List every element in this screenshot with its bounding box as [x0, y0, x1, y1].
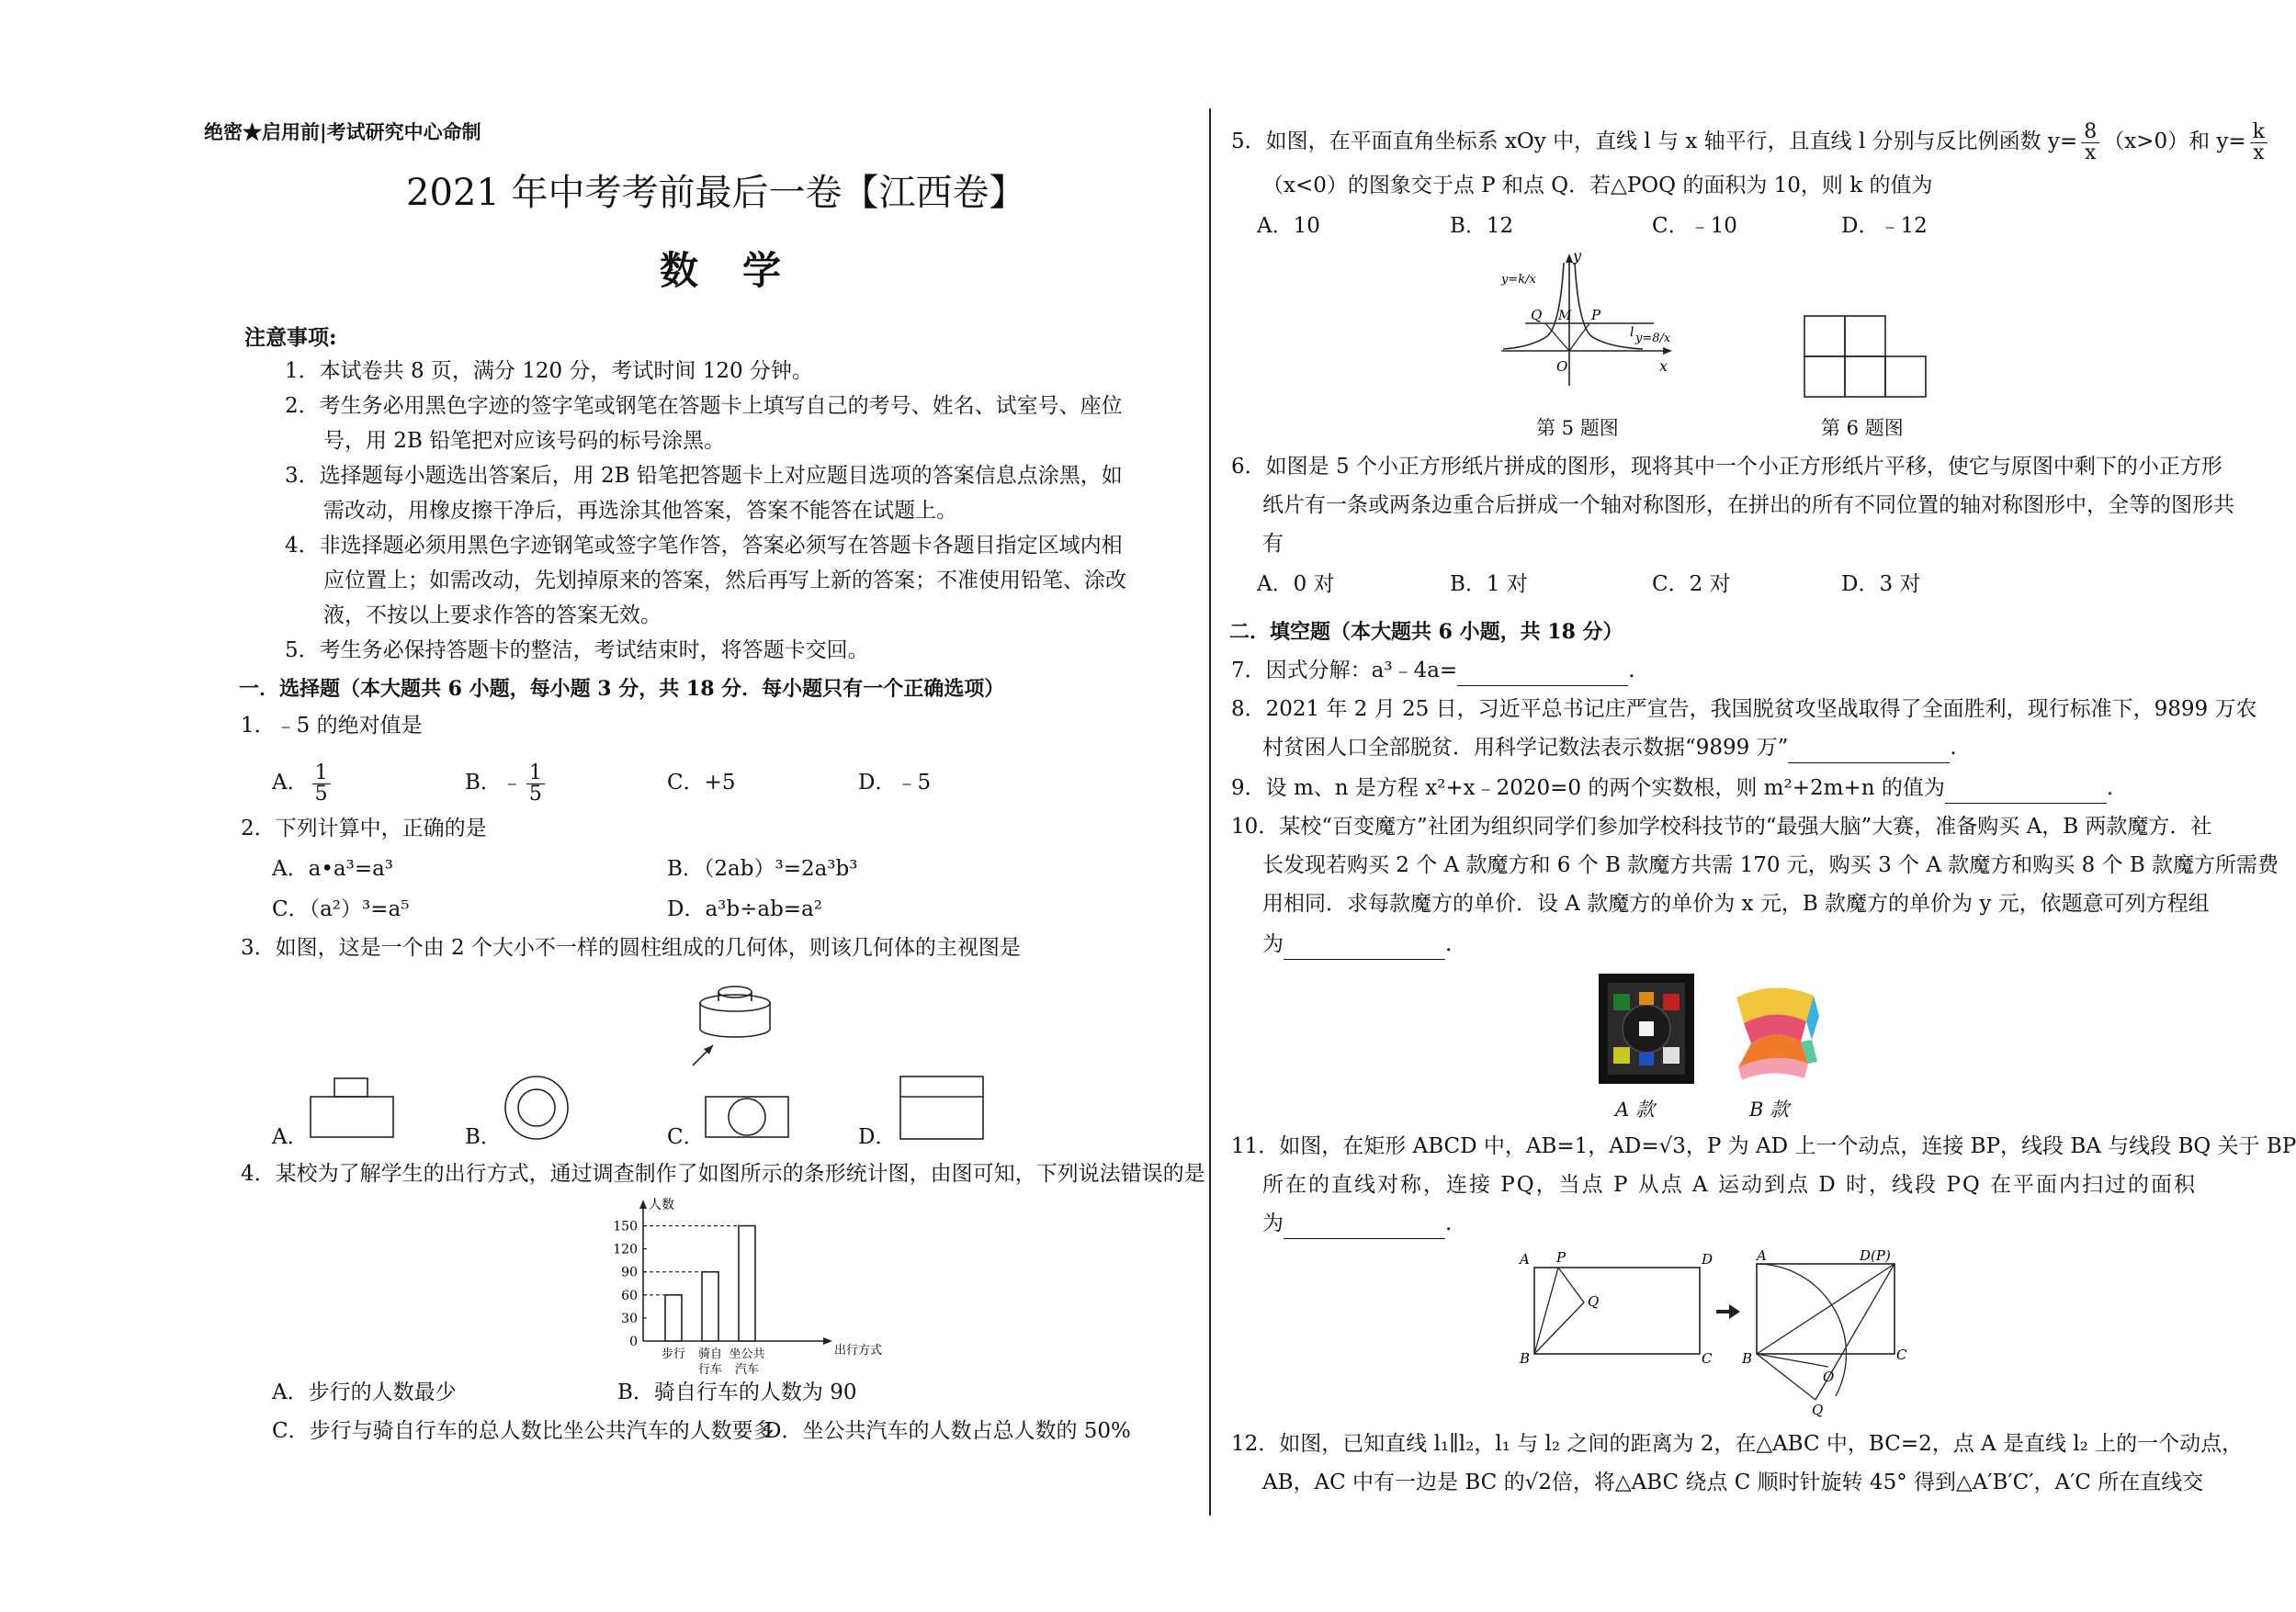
q10-line3: 用相同．求每款魔方的单价．设 A 款魔方的单价为 x 元，B 款魔方的单价为 y 元，依题意可列方程组	[1262, 892, 2210, 916]
notice-item: 1．本试卷共 8 页，满分 120 分，考试时间 120 分钟。	[285, 359, 813, 383]
y-axis-arrow	[639, 1200, 647, 1209]
y-tick-label: 90	[621, 1265, 638, 1280]
q5-q-label: Q	[1531, 307, 1543, 323]
cube-b-label: B 款	[1749, 1099, 1790, 1121]
q11-line2: 所在的直线对称，连接 PQ，当点 P 从点 A 运动到点 D 时，线段 PQ 在平面内扫过的面积	[1262, 1173, 2197, 1197]
q11-dp-label: D(P)	[1860, 1247, 1891, 1264]
notice-item: 需改动，用橡皮擦干净后，再选涂其他答案，答案不能答在试题上。	[323, 499, 957, 523]
subject-title: 数学	[660, 248, 826, 293]
cube-a-image	[1599, 974, 1694, 1084]
q11-q-label: Q	[1588, 1293, 1600, 1310]
notice-item: 3．选择题每小题选出答案后，用 2B 铅笔把答题卡上对应题目选项的答案信息点涂黑，如	[285, 464, 1123, 488]
q3-option-d-label: D．	[858, 1125, 897, 1149]
x-axis-label: 出行方式	[834, 1344, 883, 1358]
q11-b2-label: B	[1742, 1350, 1753, 1367]
q11-a-label: A	[1520, 1251, 1530, 1268]
q12-line1: 12．如图，已知直线 l₁∥l₂，l₁ 与 l₂ 之间的距离为 2，在△ABC 中，BC=2，点 A 是直线 l₂ 上的一个动点，	[1231, 1432, 2244, 1456]
q3-option-d-figure	[897, 1071, 989, 1144]
notice-item: 5．考生务必保持答题卡的整洁，考试结束时，将答题卡交回。	[285, 638, 869, 662]
q5-m-label: M	[1558, 309, 1572, 323]
confidential-note: 绝密★启用前|考试研究中心命制	[204, 120, 481, 143]
bar	[702, 1272, 718, 1341]
q9: 9．设 m、n 是方程 x²+x﹣2020=0 的两个实数根，则 m²+2m+n 的值为 .	[1231, 773, 2113, 804]
q10-line2: 长发现若购买 2 个 A 款魔方和 6 个 B 款魔方共需 170 元，购买 3 个 A 款魔方和购买 8 个 B 款魔方所需费	[1262, 853, 2279, 877]
q12-line2: AB，AC 中有一边是 BC 的√2倍，将△ABC 绕点 C 顺时针旋转 45° 得到△A′B′C′，A′C 所在直线交	[1262, 1471, 2204, 1494]
q3-option-c-figure	[702, 1089, 794, 1144]
q4-option-a: A．步行的人数最少	[272, 1381, 457, 1404]
q6-line1: 6．如图是 5 个小正方形纸片拼成的图形，现将其中一个小正方形纸片平移，使它与原图中剩下的小正方形	[1231, 455, 2222, 479]
q11-line1: 11．如图，在矩形 ABCD 中，AB=1，AD=√3，P 为 AD 上一个动点，连接 BP，线段 BA 与线段 BQ 关于 BP	[1231, 1134, 2296, 1158]
exam-title: 2021 年中考考前最后一卷【江西卷】	[406, 172, 1026, 214]
q4-option-b: B．骑自行车的人数为 90	[617, 1381, 857, 1404]
q11-figure	[1516, 1242, 1907, 1418]
notice-item: 4．非选择题必须用黑色字迹钢笔或签字笔作答，答案必须写在答题卡各题目指定区域内相	[285, 534, 1123, 558]
q8-line2: 村贫困人口全部脱贫．用科学记数法表示数据“9899 万” .	[1262, 733, 1957, 763]
column-divider	[1209, 108, 1211, 1516]
y-tick-label: 30	[621, 1311, 638, 1326]
q4-stem: 4．某校为了解学生的出行方式，通过调查制作了如图所示的条形统计图，由图可知，下列说法错误的是	[241, 1162, 1205, 1186]
q1-option-b: B．﹣ $\frac{1}{5}$	[465, 757, 549, 808]
q5-p-label: P	[1591, 307, 1601, 323]
x-tick-label: 汽车	[734, 1363, 760, 1377]
q6-option-b: B．1 对	[1450, 572, 1528, 596]
x-tick-label: 坐公共	[729, 1347, 765, 1361]
notice-item: 液，不按以上要求作答的答案无效。	[323, 603, 662, 627]
q3-option-b-label: B．	[465, 1125, 502, 1149]
q8-line1: 8．2021 年 2 月 25 日，习近平总书记庄严宣告，我国脱贫攻坚战取得了全面胜利，现行标准下，9899 万农	[1231, 697, 2257, 721]
y-axis-label: 人数	[649, 1198, 674, 1212]
q11-c2-label: C	[1896, 1347, 1907, 1363]
q5-option-c: C．﹣10	[1652, 214, 1737, 238]
q3-stem: 3．如图，这是一个由 2 个大小不一样的圆柱组成的几何体，则该几何体的主视图是	[241, 936, 1021, 960]
q11-q2-label: Q	[1812, 1402, 1824, 1418]
notice-item: 号，用 2B 铅笔把对应该号码的标号涂黑。	[323, 429, 726, 453]
y-tick-label: 0	[629, 1335, 638, 1349]
q11-o-label: O	[1823, 1369, 1835, 1385]
q7: 7．因式分解：a³﹣4a= .	[1231, 656, 1635, 686]
q5-left-function-label: y=k/x	[1501, 273, 1536, 287]
q6-option-d: D．3 对	[1841, 572, 1921, 596]
q6-line2: 纸片有一条或两条边重合后拼成一个轴对称图形，在拼出的所有不同位置的轴对称图形中，全等的图形共	[1262, 493, 2234, 517]
cylinder-figure	[680, 970, 790, 1071]
q3-option-a-label: A．	[272, 1125, 309, 1149]
q2-option-d: D．a³b÷ab=a²	[667, 897, 823, 921]
q1-option-d: D．﹣5	[858, 771, 932, 795]
notice-item: 应位置上；如需改动，先划掉原来的答案，然后再写上新的答案；不准使用铅笔、涂改	[323, 569, 1126, 592]
x-tick-label: 骑自	[697, 1347, 723, 1361]
section2-heading: 二．填空题（本大题共 6 小题，共 18 分）	[1229, 620, 1623, 644]
q3-option-c-label: C．	[667, 1125, 705, 1149]
q5-figure-caption: 第 5 题图	[1536, 417, 1619, 439]
q5-x-axis-label: x	[1659, 357, 1668, 375]
x-axis-arrow	[823, 1337, 832, 1345]
q11-a2-label: A	[1757, 1247, 1767, 1264]
cube-a-label: A 款	[1615, 1099, 1655, 1121]
q2-option-c: C．（a²）³=a⁵	[272, 897, 410, 921]
q6-figure-caption: 第 6 题图	[1821, 417, 1904, 439]
q1-stem: 1．﹣5 的绝对值是	[241, 714, 423, 738]
q5-option-b: B．12	[1450, 214, 1514, 238]
q5-origin-label: O	[1556, 358, 1568, 375]
q11-p-label: P	[1556, 1249, 1566, 1266]
q6-line3: 有	[1262, 532, 1284, 556]
q2-option-a: A．a•a³=a³	[272, 857, 394, 881]
y-tick-label: 60	[621, 1288, 638, 1303]
bar-chart	[597, 1194, 891, 1378]
q11-d-label: D	[1702, 1251, 1714, 1268]
q5-y-axis-label: y	[1573, 247, 1582, 265]
q6-option-c: C．2 对	[1652, 572, 1731, 596]
q2-stem: 2．下列计算中，正确的是	[241, 817, 487, 840]
q3-option-a-figure	[307, 1071, 399, 1141]
q6-figure	[1801, 312, 1939, 404]
q1-option-a: A． $\frac{1}{5}$	[272, 757, 334, 808]
x-tick-label: 行车	[697, 1363, 723, 1377]
q5-line1: 5．如图，在平面直角坐标系 xOy 中，直线 l 与 x 轴平行，且直线 l 分别与反比例函数 y= $\frac{8}{x}$ （x>0）和 y= $\frac{k}{x}$	[1231, 114, 2271, 169]
q11-b-label: B	[1520, 1350, 1531, 1367]
y-tick-label: 150	[613, 1219, 638, 1234]
q6-option-a: A．0 对	[1257, 572, 1335, 596]
q4-option-c: C．步行与骑自行车的总人数比坐公共汽车的人数要多	[272, 1419, 775, 1443]
q5-figure	[1488, 248, 1691, 395]
q2-option-b: B．（2ab）³=2a³b³	[667, 857, 858, 881]
q5-right-function-label: y=8/x	[1635, 332, 1671, 345]
q5-l-label: l	[1630, 325, 1634, 340]
y-tick-label: 120	[613, 1242, 638, 1257]
notice-heading: 注意事项:	[244, 325, 337, 350]
q10-line1: 10．某校“百变魔方”社团为组织同学们参加学校科技节的“最强大脑”大赛，准备购买 A，B 两款魔方．社	[1231, 815, 2212, 839]
notice-item: 2．考生务必用黑色字迹的签字笔或钢笔在答题卡上填写自己的考号、姓名、试室号、座位	[285, 394, 1123, 418]
q5-option-d: D．﹣12	[1841, 214, 1928, 238]
q3-option-b-figure	[502, 1071, 575, 1144]
q5-line2: （x<0）的图象交于点 P 和点 Q．若△POQ 的面积为 10，则 k 的值为	[1262, 174, 1933, 197]
x-tick-label: 步行	[661, 1347, 686, 1361]
q10-line4: 为 .	[1262, 930, 1452, 960]
bar	[739, 1226, 755, 1341]
q11-line3: 为 .	[1262, 1209, 1452, 1239]
q4-option-d: D．坐公共汽车的人数占总人数的 50%	[764, 1419, 1131, 1443]
q1-option-c: C．+5	[667, 771, 736, 795]
section1-heading: 一．选择题（本大题共 6 小题，每小题 3 分，共 18 分．每小题只有一个正确选项）	[239, 677, 1005, 701]
bar	[665, 1295, 682, 1341]
cube-b-image	[1727, 979, 1823, 1082]
q11-c-label: C	[1702, 1350, 1713, 1367]
q5-option-a: A．10	[1257, 214, 1320, 238]
